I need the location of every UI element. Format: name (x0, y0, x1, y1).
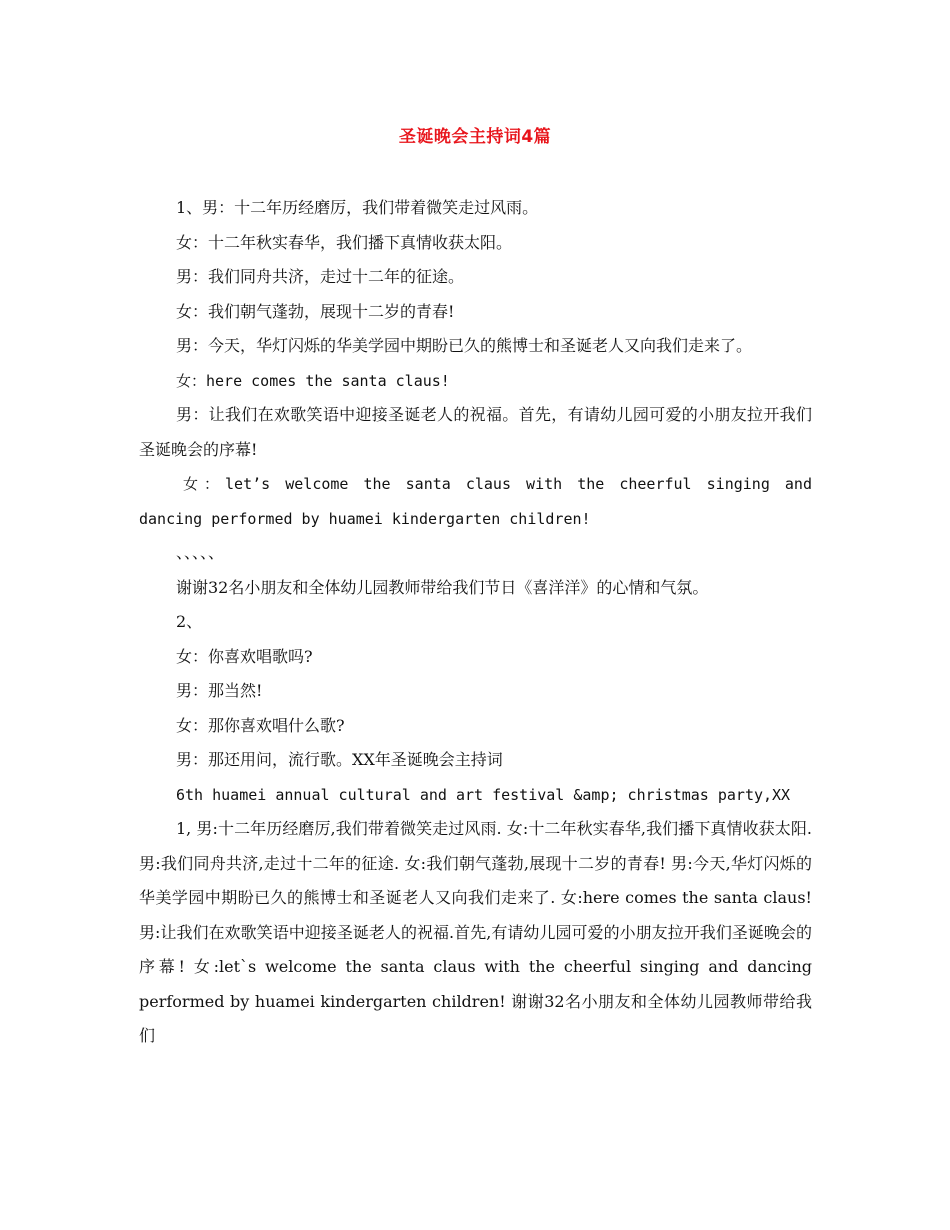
paragraph-14: 女：那你喜欢唱什么歌? (176, 715, 345, 735)
paragraph-12: 女：你喜欢唱歌吗? (176, 646, 313, 666)
paragraph-2: 女：十二年秋实春华，我们播下真情收获太阳。 (176, 232, 513, 252)
paragraph-8: 女：let’s welcome the santa claus with the cheerful singing and dancing performed by huamei kindergarten children! (139, 475, 812, 528)
paragraph-6: 女：here comes the santa claus! (176, 371, 450, 390)
document-body (139, 191, 812, 1054)
paragraph-13: 男：那当然! (176, 681, 263, 700)
paragraph-3: 男：我们同舟共济，走过十二年的征途。 (176, 267, 465, 286)
paragraph-1: 1、男：十二年历经磨厉，我们带着微笑走过风雨。 (176, 198, 539, 217)
paragraph-17: 1, 男:十二年历经磨厉,我们带着微笑走过风雨. 女:十二年秋实春华,我们播下真情收获太阳. 男:我们同舟共济,走过十二年的征途. 女:我们朝气蓬勃,展现十二岁的青春! 男:今天,华灯闪烁的华美学园中期盼已久的熊博士和圣诞老人又向我们走来了. 女:here comes the santa claus! 男:让我们在欢歌笑语中迎接圣诞老人的祝福.首先,有请幼儿园可爱的小朋友拉开我们圣诞晚会的序幕! 女:let`s welcome the santa claus with the cheerful singing and dancing performed by huamei kindergarten children! 谢谢32名小朋友和全体幼儿园教师带给我们 (139, 819, 812, 1045)
paragraph-11: 2、 (176, 612, 203, 631)
paragraph-15: 男：那还用问，流行歌。XX年圣诞晚会主持词 (176, 750, 503, 769)
paragraph-7: 男：让我们在欢歌笑语中迎接圣诞老人的祝福。首先，有请幼儿园可爱的小朋友拉开我们圣诞晚会的序幕! (139, 405, 812, 459)
paragraph-5: 男：今天，华灯闪烁的华美学园中期盼已久的熊博士和圣诞老人又向我们走来了。 (176, 336, 753, 355)
paragraph-4: 女：我们朝气蓬勃，展现十二岁的青春! (176, 301, 455, 321)
paragraph-16: 6th huamei annual cultural and art festival &amp; christmas party,XX (176, 785, 791, 804)
document-title: 圣诞晚会主持词4篇 (398, 127, 552, 147)
paragraph-10: 谢谢32名小朋友和全体幼儿园教师带给我们节日《喜洋洋》的心情和气氛。 (176, 577, 709, 597)
paragraph-9: 、、、、、 (176, 543, 225, 562)
